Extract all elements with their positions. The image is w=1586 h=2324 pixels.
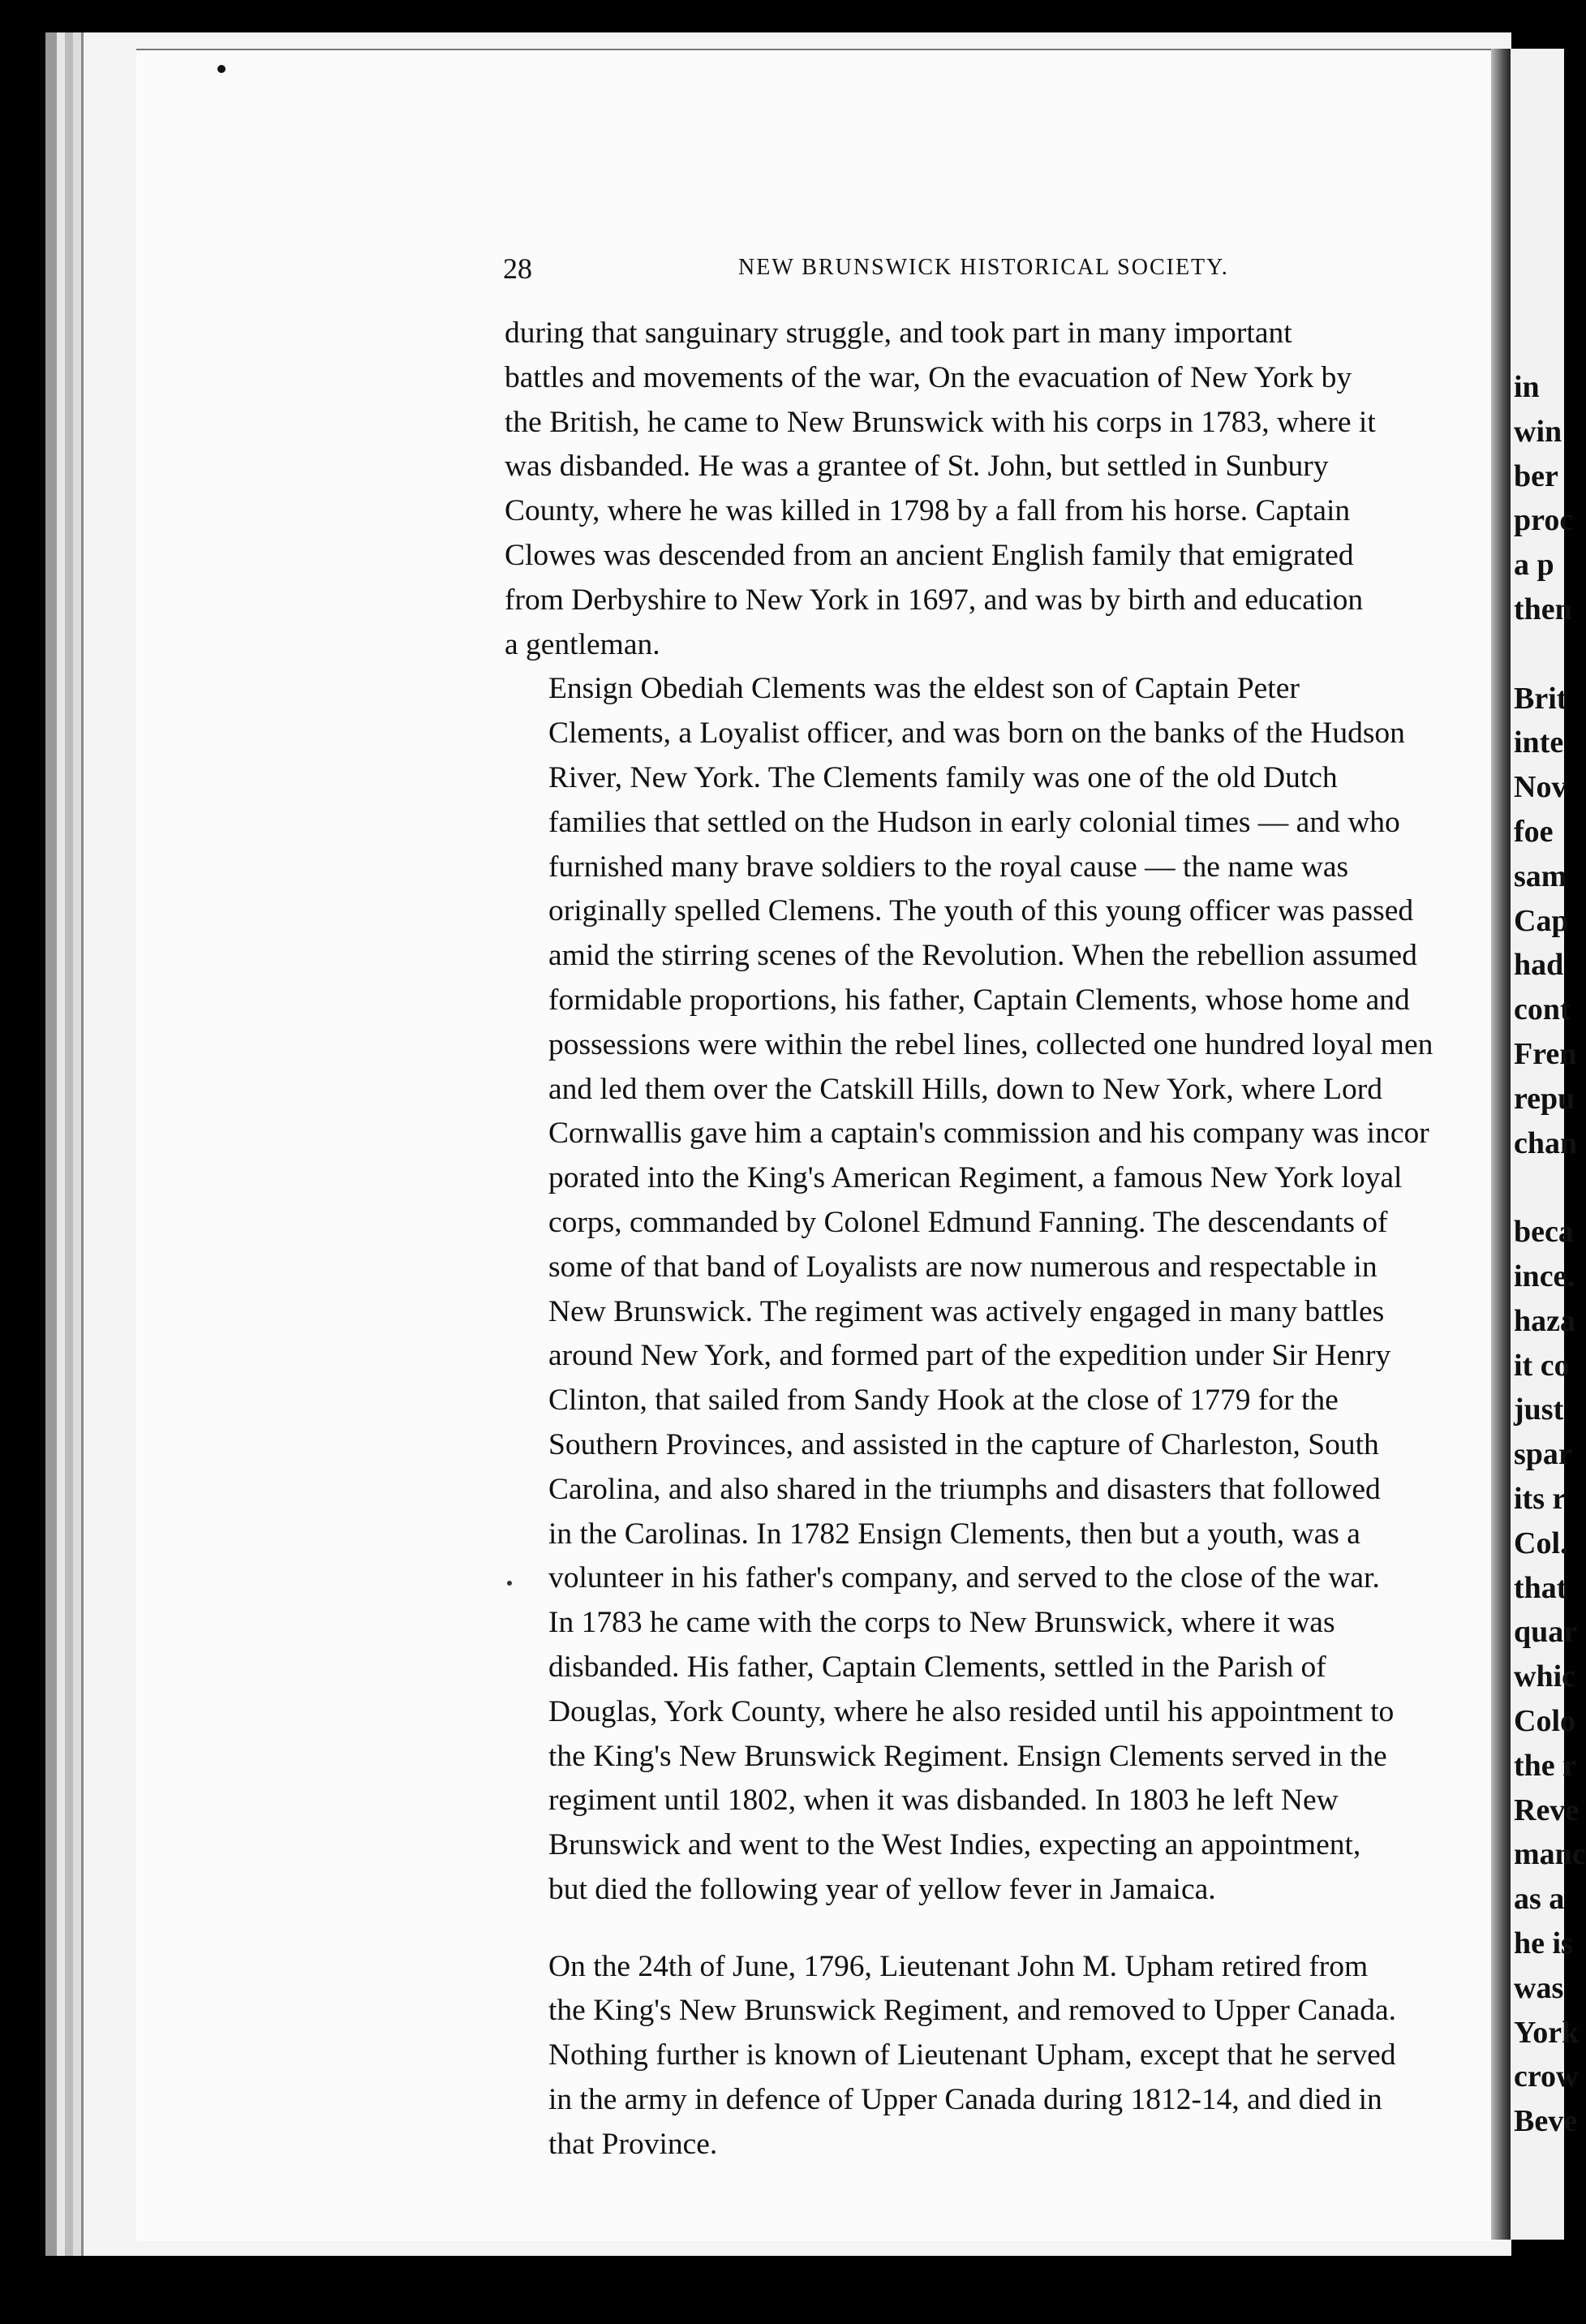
text-line: New Brunswick. The regiment was actively engaged in many battles: [548, 1294, 1385, 1328]
facing-page-fragment: proc: [1514, 503, 1574, 538]
running-title: NEW BRUNSWICK HISTORICAL SOCIETY.: [738, 255, 1229, 280]
facing-page-fragment: whic: [1514, 1659, 1575, 1694]
facing-page-fragment: Nov: [1514, 770, 1567, 805]
facing-page-fragment: quar: [1514, 1615, 1578, 1650]
text-line: but died the following year of yellow fever in Jamaica.: [548, 1872, 1216, 1906]
text-line: corps, commanded by Colonel Edmund Fanning. The descendants of: [548, 1205, 1388, 1239]
text-line: Clements, a Loyalist officer, and was born on the banks of the Hudson: [548, 717, 1405, 751]
text-line: regiment until 1802, when it was disbanded. In 1803 he left New: [548, 1784, 1339, 1818]
text-line: disbanded. His father, Captain Clements, settled in the Parish of: [548, 1650, 1326, 1684]
facing-page-fragment: Beve: [1514, 2104, 1578, 2139]
text-line: Clinton, that sailed from Sandy Hook at the close of 1779 for the: [548, 1384, 1339, 1418]
text-line: originally spelled Clemens. The youth of this young officer was passed: [548, 894, 1414, 928]
facing-page-fragment: Cap: [1514, 903, 1569, 938]
paragraph-clowes: [505, 312, 1489, 667]
text-line: possessions were within the rebel lines, collected one hundred loyal men: [548, 1027, 1433, 1061]
text-line: In 1783 he came with the corps to New Brunswick, where it was: [548, 1606, 1335, 1640]
text-line: Carolina, and also shared in the triumphs and disasters that followed: [548, 1472, 1381, 1506]
text-line: battles and movements of the war, On the evacuation of New York by: [505, 360, 1352, 394]
facing-page-fragment: Colo: [1514, 1704, 1575, 1738]
paragraph-clements: [505, 667, 1489, 1912]
page-number: 28: [503, 252, 532, 285]
text-line: from Derbyshire to New York in 1697, and was by birth and education: [505, 583, 1364, 617]
facing-page-fragment: Reve: [1514, 1792, 1580, 1827]
text-line: the King's New Brunswick Regiment, and removed to Upper Canada.: [548, 1994, 1397, 2028]
facing-page-fragment: sam: [1514, 859, 1567, 893]
text-line: a gentleman.: [505, 627, 660, 661]
text-line: Nothing further is known of Lieutenant Upham, except that he served: [548, 2038, 1396, 2072]
facing-page-fragment: York: [1514, 2015, 1580, 2050]
text-line: Clowes was descended from an ancient English family that emigrated: [505, 538, 1354, 572]
facing-page-fragment: then: [1514, 592, 1572, 626]
facing-page-fragment: ince.: [1514, 1259, 1575, 1293]
text-line: Ensign Obediah Clements was the eldest son of Captain Peter: [548, 672, 1300, 706]
text-line: furnished many brave soldiers to the royal cause — the name was: [548, 850, 1349, 884]
facing-page-fragment: Brit: [1514, 681, 1567, 716]
facing-page-fragment: just: [1514, 1392, 1564, 1427]
facing-page-fragment: that: [1514, 1570, 1567, 1605]
facing-page-fragment: in: [1514, 370, 1540, 404]
text-line: Cornwallis gave him a captain's commission and his company was incor: [548, 1117, 1429, 1151]
text-line: County, where he was killed in 1798 by a fall from his horse. Captain: [505, 494, 1351, 528]
facing-page-fragment: repu: [1514, 1081, 1575, 1116]
facing-page-fragment: a p: [1514, 548, 1554, 583]
facing-page-fragment: win: [1514, 414, 1562, 449]
ink-speck: [507, 1581, 512, 1586]
paragraph-upham: [505, 1945, 1489, 2167]
text-line: formidable proportions, his father, Captain Clements, whose home and: [548, 983, 1410, 1017]
facing-page-fragment: manc: [1514, 1837, 1586, 1872]
text-line: some of that band of Loyalists are now numerous and respectable in: [548, 1250, 1378, 1284]
text-line: Southern Provinces, and assisted in the capture of Charleston, South: [548, 1427, 1379, 1461]
facing-page-fragment: the r: [1514, 1748, 1577, 1783]
facing-page-fragment: chan: [1514, 1125, 1578, 1160]
book-gutter: [1491, 49, 1511, 2240]
facing-page-fragment: was: [1514, 1970, 1564, 2005]
text-line: families that settled on the Hudson in early colonial times — and who: [548, 805, 1400, 839]
text-line: that Province.: [548, 2127, 718, 2161]
facing-page-fragment: Fren: [1514, 1037, 1577, 1071]
ink-speck: [217, 65, 226, 73]
text-line: porated into the King's American Regiment, a famous New York loyal: [548, 1161, 1403, 1195]
text-line: was disbanded. He was a grantee of St. John, but settled in Sunbury: [505, 450, 1329, 484]
facing-page-fragment: had: [1514, 948, 1564, 983]
facing-page-fragment: Col.: [1514, 1526, 1568, 1560]
facing-page-fragment: inte: [1514, 725, 1564, 760]
running-head: [503, 252, 1493, 292]
text-line: and led them over the Catskill Hills, down to New York, where Lord: [548, 1072, 1382, 1106]
text-line: the British, he came to New Brunswick with his corps in 1783, where it: [505, 405, 1376, 439]
facing-page-fragment: cont: [1514, 992, 1571, 1027]
facing-page-fragment: crow: [1514, 2059, 1579, 2094]
facing-page-edge: [1511, 49, 1586, 2240]
text-line: in the army in defence of Upper Canada during 1812-14, and died in: [548, 2083, 1382, 2117]
text-line: the King's New Brunswick Regiment. Ensign Clements served in the: [548, 1739, 1387, 1773]
text-line: volunteer in his father's company, and served to the close of the war.: [548, 1561, 1380, 1595]
facing-page-fragment: haza: [1514, 1303, 1575, 1338]
text-line: amid the stirring scenes of the Revolution. When the rebellion assumed: [548, 939, 1417, 973]
facing-page-fragment: foe: [1514, 815, 1554, 849]
body-text: [505, 312, 1489, 2167]
text-line: around New York, and formed part of the expedition under Sir Henry: [548, 1339, 1391, 1373]
text-line: during that sanguinary struggle, and took part in many important: [505, 316, 1292, 350]
facing-page-fragment: it co: [1514, 1348, 1570, 1383]
facing-page-fragment: he is: [1514, 1926, 1573, 1960]
text-line: River, New York. The Clements family was one of the old Dutch: [548, 760, 1338, 794]
text-line: On the 24th of June, 1796, Lieutenant John M. Upham retired from: [548, 1949, 1369, 1983]
facing-page-fragment: beca: [1514, 1215, 1574, 1250]
facing-page-fragment: as a: [1514, 1882, 1565, 1917]
text-line: Brunswick and went to the West Indies, expecting an appointment,: [548, 1828, 1361, 1862]
facing-page-fragment: ber: [1514, 458, 1558, 493]
text-line: in the Carolinas. In 1782 Ensign Clements, then but a youth, was a: [548, 1517, 1360, 1551]
facing-page-fragment: spar: [1514, 1437, 1572, 1472]
text-line: Douglas, York County, where he also resided until his appointment to: [548, 1694, 1395, 1728]
facing-page-fragment: its r: [1514, 1482, 1567, 1516]
